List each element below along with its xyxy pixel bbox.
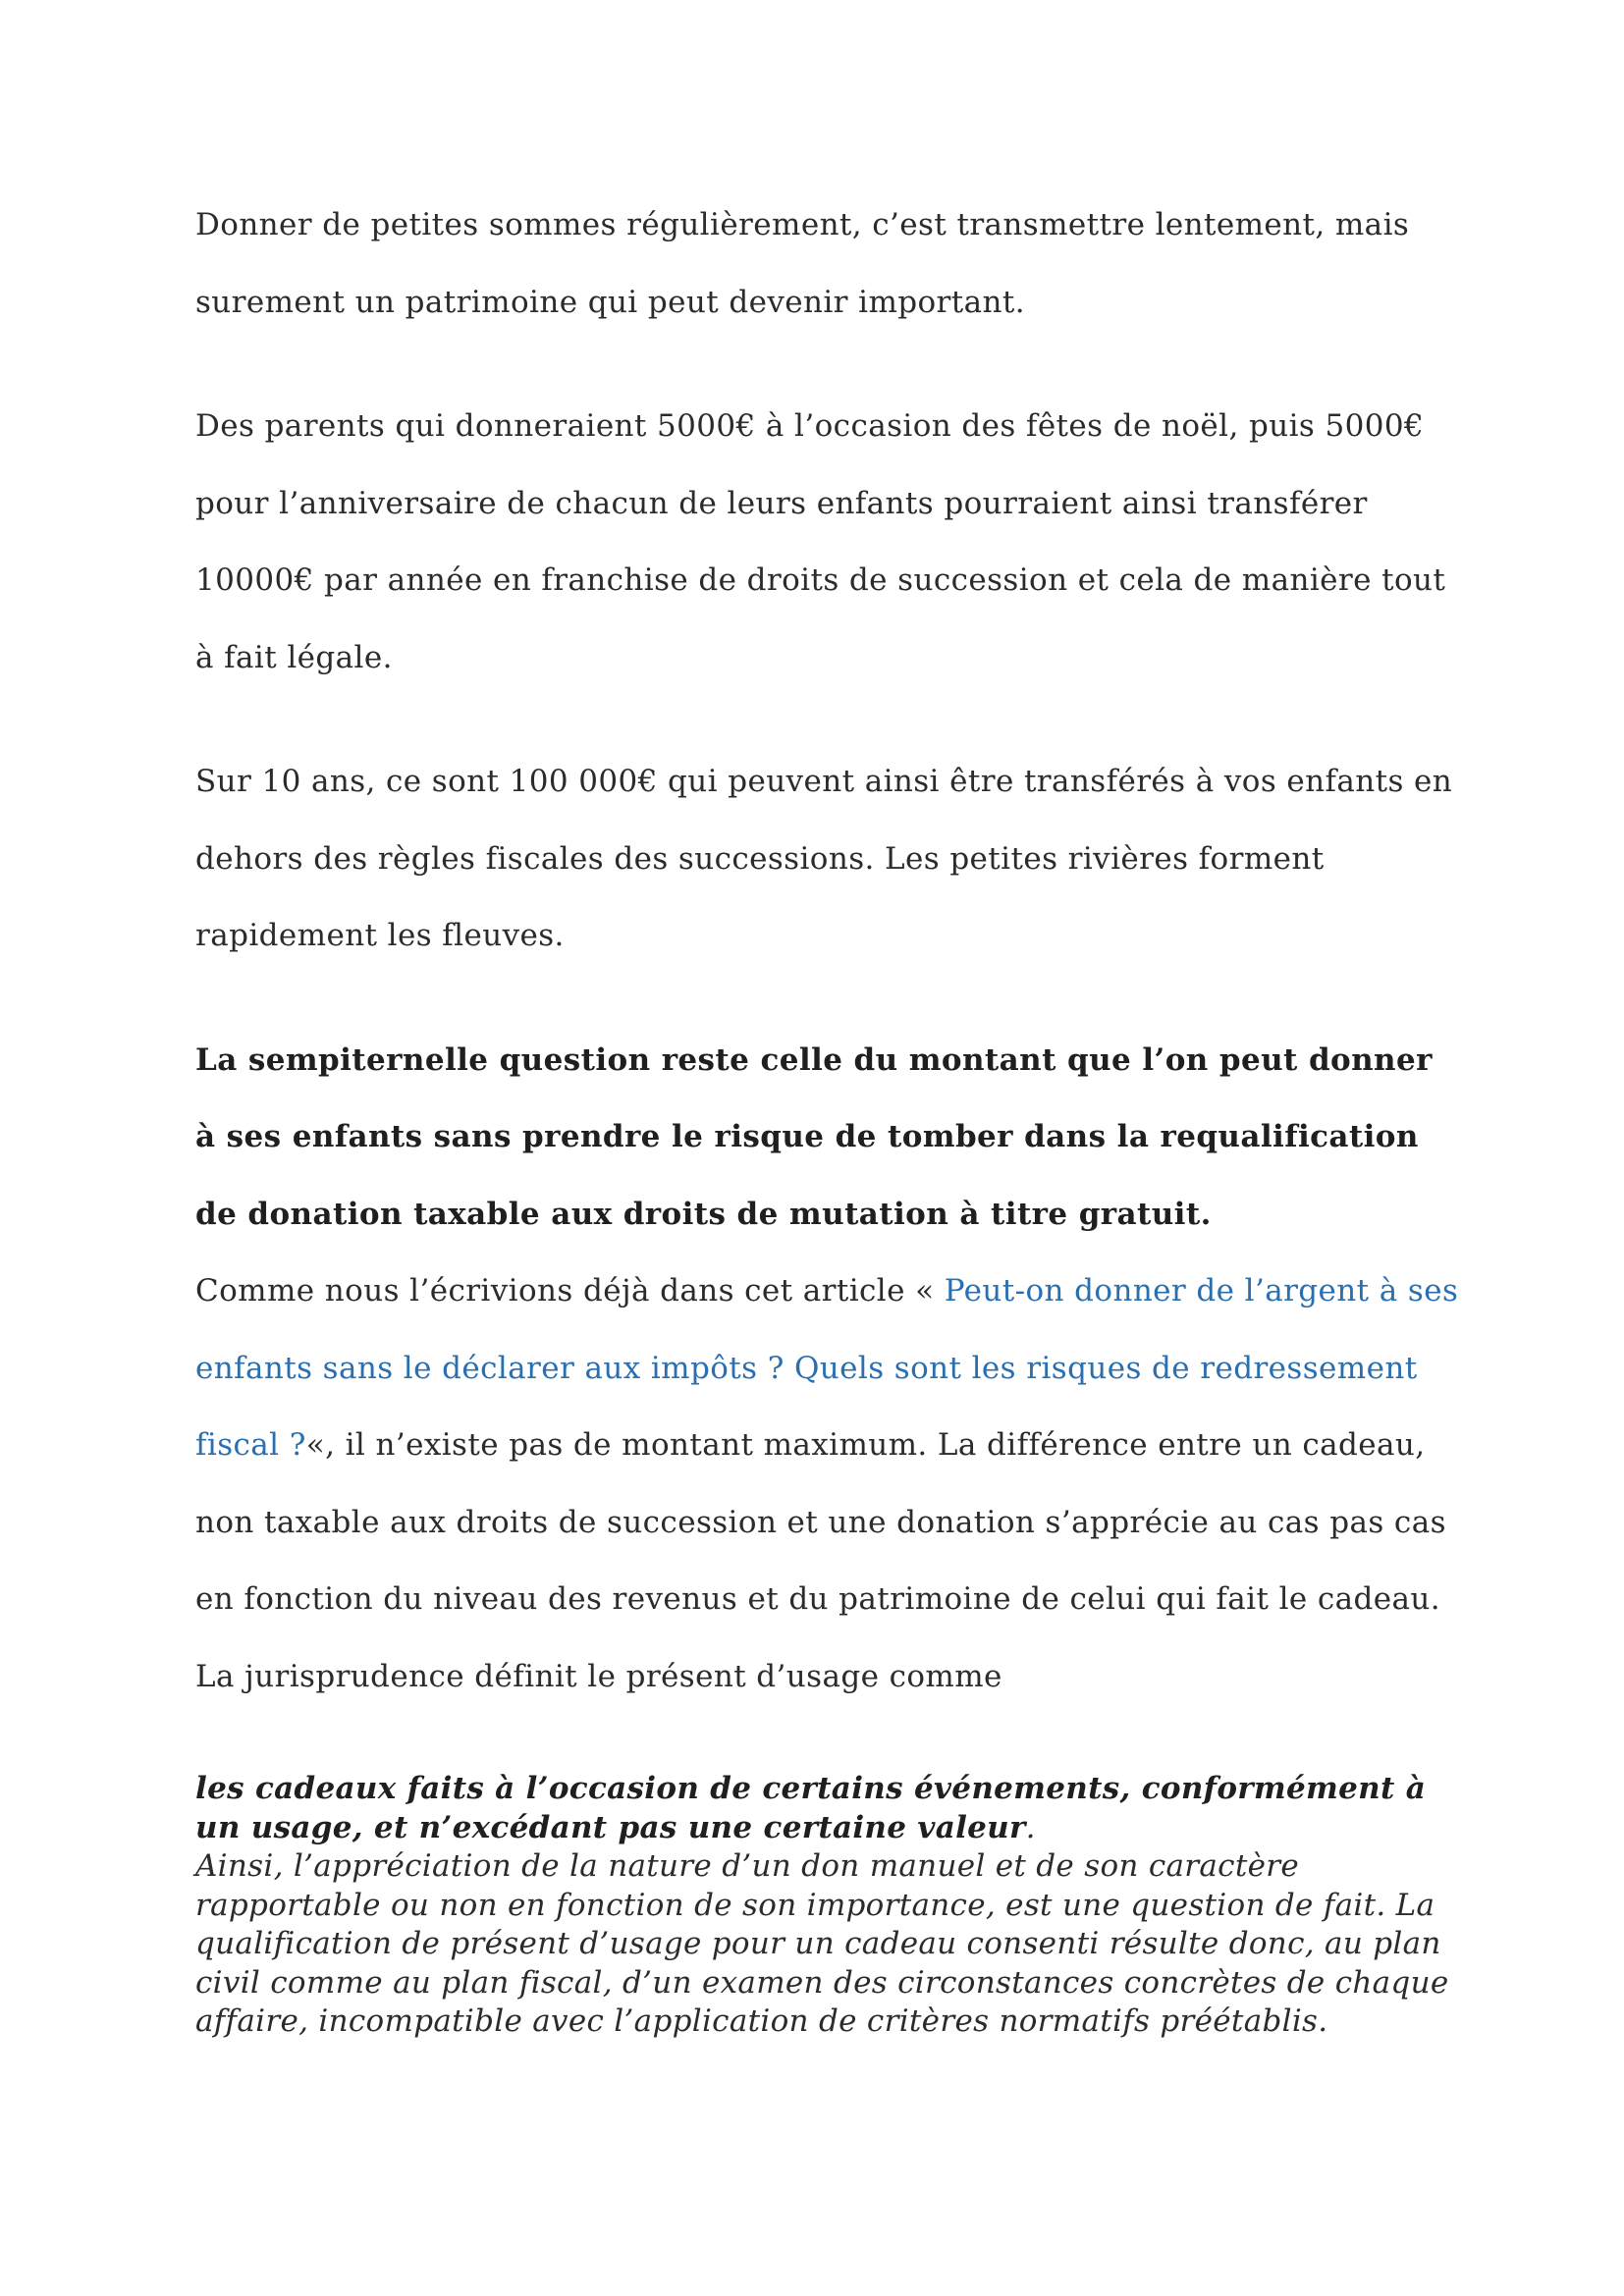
article-intro-text: Comme nous l’écrivions déjà dans cet article « bbox=[195, 1273, 945, 1308]
paragraph-spacer bbox=[195, 975, 1462, 1022]
paragraph-example: Des parents qui donneraient 5000€ à l’occasion des fêtes de noël, puis 5000€ pour l’anniversaire de chacun de leurs enfants pourraient ainsi transférer 10000€ par année en franchise de droits de succession et cela de manière tout à fait légale. bbox=[195, 408, 1446, 675]
quote-body: Ainsi, l’appréciation de la nature d’un don manuel et de son caractère rapportable ou non en fonction de son importance, est une question de fait. La qualification de présent d’usage pour un cadeau consenti résulte donc, au plan civil comme au plan fiscal, d’un examen des circonstances concrètes de chaque affaire, incompatible avec l’application de critères normatifs préétablis. bbox=[195, 1848, 1449, 2039]
jurisprudence-quote bbox=[195, 1770, 1462, 2042]
paragraph-spacer bbox=[195, 1715, 1462, 1742]
paragraph-article-reference bbox=[195, 1253, 1462, 1715]
paragraph-spacer bbox=[195, 696, 1462, 743]
document-page bbox=[195, 187, 1462, 2042]
quote-definition bbox=[195, 1770, 1462, 1847]
article-link[interactable]: Peut-on donner de l’argent à ses enfants sans le déclarer aux impôts ? Quels sont les risques de redressement fiscal ? bbox=[195, 1273, 1459, 1463]
article-after-text: «, il n’existe pas de montant maximum. La différence entre un cadeau, non taxable aux droits de succession et une donation s’apprécie au cas pas cas en fonction du niveau des revenus et du patrimoine de celui qui fait le cadeau. La jurisprudence définit le présent d’usage comme bbox=[195, 1427, 1446, 1694]
quote-period: . bbox=[1025, 1809, 1036, 1845]
paragraph-ten-years: Sur 10 ans, ce sont 100 000€ qui peuvent ainsi être transférés à vos enfants en dehors des règles fiscales des successions. Les petites rivières forment rapidement les fleuves. bbox=[195, 764, 1453, 953]
paragraph-intro: Donner de petites sommes régulièrement, c’est transmettre lentement, mais surement un patrimoine qui peut devenir important. bbox=[195, 207, 1410, 320]
bold-question-heading: La sempiternelle question reste celle du montant que l’on peut donner à ses enfants sans prendre le risque de tomber dans la requalification de donation taxable aux droits de mutation à titre gratuit. bbox=[195, 1041, 1433, 1232]
paragraph-spacer bbox=[195, 341, 1462, 388]
paragraph-spacer bbox=[195, 1742, 1462, 1770]
quote-definition-bold: les cadeaux faits à l’occasion de certains événements, conformément à un usage, et n’excédant pas une certaine valeur bbox=[195, 1771, 1427, 1845]
